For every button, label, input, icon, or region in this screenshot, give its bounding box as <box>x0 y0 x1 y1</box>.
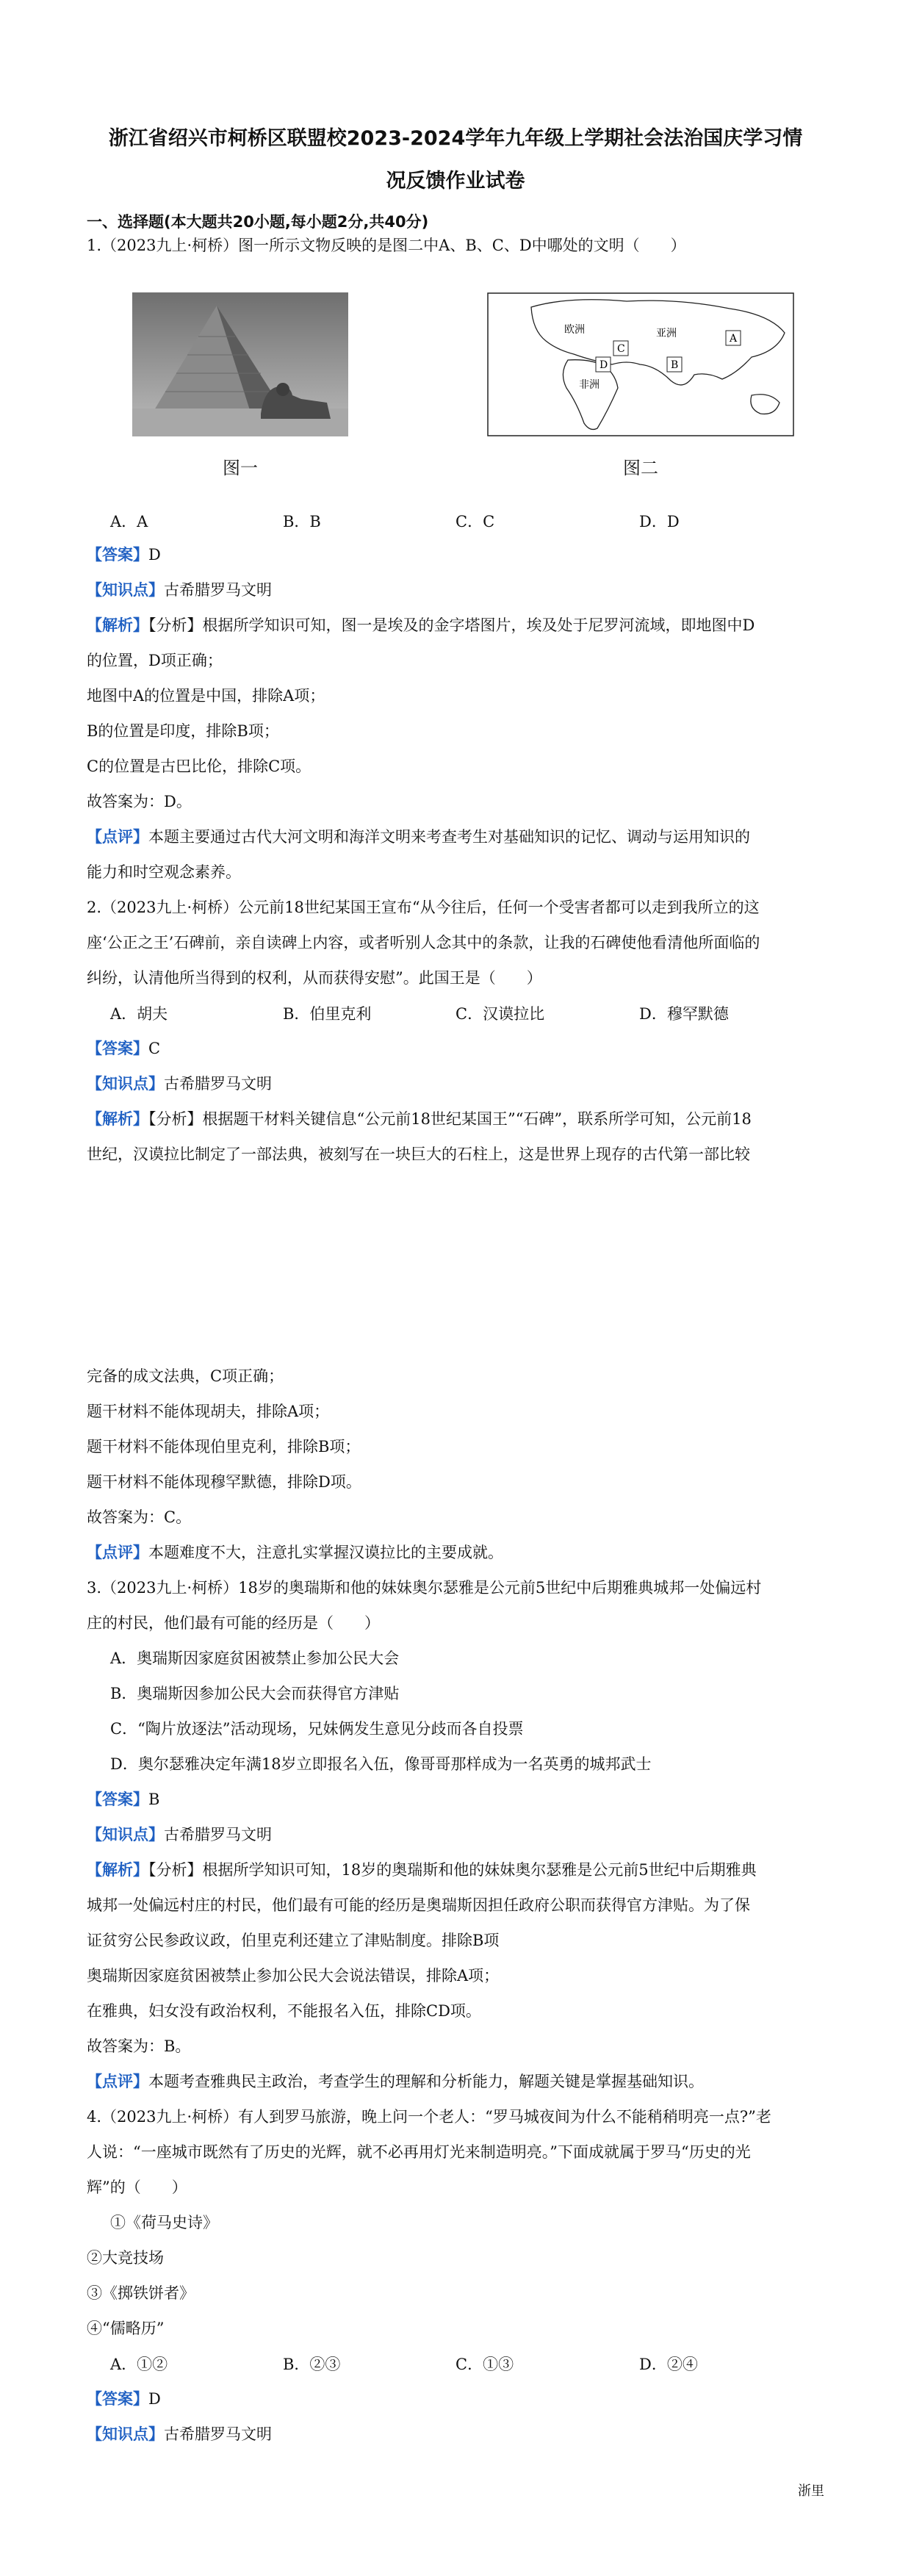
q4-item: ①《荷马史诗》 <box>110 2214 218 2231</box>
q4-option-a[interactable]: A．①② <box>110 2356 168 2373</box>
q3-analysis-line: 在雅典，妇女没有政治权利，不能报名入伍，排除CD项。 <box>87 2002 481 2020</box>
q2-knowledge: 【知识点】古希腊罗马文明 <box>87 1074 272 1093</box>
fig1-caption: 图一 <box>223 458 258 478</box>
q2-option-b[interactable]: B．伯里克利 <box>283 1005 372 1023</box>
q1-comment-line: 能力和时空观念素养。 <box>87 863 241 881</box>
map-label-c: C <box>617 343 625 355</box>
q1-options <box>110 510 771 532</box>
section-heading: 一、选择题(本大题共20小题,每小题2分,共40分) <box>87 213 429 231</box>
q3-answer: 【答案】B <box>87 1790 160 1808</box>
document-title-line1: 浙江省绍兴市柯桥区联盟校2023-2024学年九年级上学期社会法治国庆学习情 <box>108 127 803 150</box>
q3-analysis-line: 证贫穷公民参政议政，伯里克利还建立了津贴制度。排除B项 <box>87 1932 500 1949</box>
q1-analysis-line: C的位置是古巴比伦，排除C项。 <box>87 758 312 775</box>
q2-analysis-line: 题干材料不能体现胡夫，排除A项； <box>87 1403 330 1420</box>
q1-analysis-line: B的位置是印度，排除B项； <box>87 722 279 740</box>
q1-analysis-line: 地图中A的位置是中国，排除A项； <box>87 687 325 705</box>
q2-analysis-line: 完备的成文法典，C项正确； <box>87 1367 284 1385</box>
q2-analysis-line: 题干材料不能体现伯里克利，排除B项； <box>87 1438 361 1456</box>
analysis-tag: 【解析】 <box>87 616 148 634</box>
map-label-b: B <box>671 359 679 371</box>
q4-option-d[interactable]: D．②④ <box>639 2356 698 2373</box>
knowledge-tag: 【知识点】 <box>87 580 164 599</box>
map-label-europe: 欧洲 <box>564 324 585 336</box>
q1-analysis-line: 的位置，D项正确； <box>87 652 223 669</box>
q4-stem: 人说：“一座城市既然有了历史的光辉，就不必再用灯光来制造明亮。”下面成就属于罗马“历史的光 <box>87 2143 751 2161</box>
q3-knowledge: 【知识点】古希腊罗马文明 <box>87 1825 272 1843</box>
pyramid-photo <box>132 292 348 436</box>
q4-option-c[interactable]: C．①③ <box>455 2356 514 2373</box>
world-map <box>487 292 794 436</box>
q3-option-a[interactable]: A．奥瑞斯因家庭贫困被禁止参加公民大会 <box>110 1649 400 1667</box>
q1-option-d[interactable]: D．D <box>639 513 680 530</box>
q2-stem: 2.（2023九上·柯桥）公元前18世纪某国王宣布“从今往后，任何一个受害者都可以走到我所立的这 <box>87 899 760 916</box>
q4-item: ③《掷铁饼者》 <box>87 2284 195 2302</box>
q3-stem: 3.（2023九上·柯桥）18岁的奥瑞斯和他的妹妹奥尔瑟雅是公元前5世纪中后期雅典城邦一处偏远村 <box>87 1579 762 1597</box>
map-label-africa: 非洲 <box>579 379 599 391</box>
q1-option-c[interactable]: C．C <box>455 513 495 530</box>
q4-options <box>110 2353 771 2375</box>
q2-answer: 【答案】C <box>87 1039 161 1057</box>
q1-option-a[interactable]: A．A <box>110 513 148 530</box>
q3-option-d[interactable]: D．奥尔瑟雅决定年满18岁立即报名入伍，像哥哥那样成为一名英勇的城邦武士 <box>110 1755 652 1773</box>
map-label-a: A <box>730 333 738 345</box>
q2-comment: 【点评】本题难度不大，注意扎实掌握汉谟拉比的主要成就。 <box>87 1543 503 1561</box>
q2-stem: 纠纷，认清他所当得到的权利，从而获得安慰”。此国王是（ ） <box>87 969 542 987</box>
q3-analysis-line: 奥瑞斯因家庭贫困被禁止参加公民大会说法错误，排除A项； <box>87 1967 500 1985</box>
q1-option-b[interactable]: B．B <box>283 513 321 530</box>
q4-item: ②大竞技场 <box>87 2249 164 2267</box>
q2-analysis-line: 题干材料不能体现穆罕默德，排除D项。 <box>87 1473 361 1491</box>
q2-option-d[interactable]: D．穆罕默德 <box>639 1005 729 1023</box>
comment-tag: 【点评】 <box>87 827 148 846</box>
document-title-line2: 况反馈作业试卷 <box>386 170 525 193</box>
q1-analysis-line: 【解析】【分析】根据所学知识可知，图一是埃及的金字塔图片，埃及处于尼罗河流域，即地图中D <box>87 616 755 634</box>
q3-comment: 【点评】本题考查雅典民主政治，考查学生的理解和分析能力，解题关键是掌握基础知识。 <box>87 2072 704 2090</box>
q4-stem: 辉”的（ ） <box>87 2179 187 2196</box>
q3-option-c[interactable]: C．“陶片放逐法”活动现场，兄妹俩发生意见分歧而各自投票 <box>110 1720 524 1738</box>
q1-comment: 【点评】本题主要通过古代大河文明和海洋文明来考查考生对基础知识的记忆、调动与运用知识的 <box>87 827 750 846</box>
map-label-asia: 亚洲 <box>656 328 677 339</box>
q3-option-b[interactable]: B．奥瑞斯因参加公民大会而获得官方津贴 <box>110 1685 400 1702</box>
q2-analysis-line: 世纪，汉谟拉比制定了一部法典，被刻写在一块巨大的石柱上，这是世界上现存的古代第一部比较 <box>87 1145 750 1163</box>
fig2-caption: 图二 <box>623 458 658 478</box>
q2-options <box>110 1002 771 1024</box>
q1-answer: 【答案】D <box>87 545 161 564</box>
map-label-d: D <box>599 359 608 371</box>
q2-option-a[interactable]: A．胡夫 <box>110 1005 168 1023</box>
q4-knowledge: 【知识点】古希腊罗马文明 <box>87 2425 272 2443</box>
q4-stem: 4.（2023九上·柯桥）有人到罗马旅游，晚上问一个老人：“罗马城夜间为什么不能稍稍明亮一点?”老 <box>87 2108 771 2126</box>
q4-option-b[interactable]: B．②③ <box>283 2356 341 2373</box>
q2-stem: 座‘公正之王’石碑前，亲自读碑上内容，或者听别人念其中的条款，让我的石碑使他看清他所面临的 <box>87 934 760 951</box>
q2-analysis-line: 【解析】【分析】根据题干材料关键信息“公元前18世纪某国王”“石碑”，联系所学可知，公元前18 <box>87 1109 752 1128</box>
answer-tag: 【答案】 <box>87 545 148 564</box>
q2-option-c[interactable]: C．汉谟拉比 <box>455 1005 545 1023</box>
q1-analysis-line: 故答案为：D。 <box>87 793 192 810</box>
q1-knowledge: 【知识点】古希腊罗马文明 <box>87 580 272 599</box>
q3-analysis-line: 【解析】【分析】根据所学知识可知，18岁的奥瑞斯和他的妹妹奥尔瑟雅是公元前5世纪中后期雅典 <box>87 1860 757 1879</box>
page-footer: 浙里 <box>798 2483 824 2499</box>
q3-stem: 庄的村民，他们最有可能的经历是（ ） <box>87 1614 380 1632</box>
q4-answer: 【答案】D <box>87 2389 161 2408</box>
q1-stem: 1.（2023九上·柯桥）图一所示文物反映的是图二中A、B、C、D中哪处的文明（ ） <box>87 237 686 254</box>
q3-analysis-line: 故答案为：B。 <box>87 2037 191 2055</box>
q3-analysis-line: 城邦一处偏远村庄的村民，他们最有可能的经历是奥瑞斯因担任政府公职而获得官方津贴。为了保 <box>87 1896 750 1914</box>
q2-analysis-line: 故答案为：C。 <box>87 1508 192 1526</box>
q4-item: ④“儒略历” <box>87 2320 165 2337</box>
